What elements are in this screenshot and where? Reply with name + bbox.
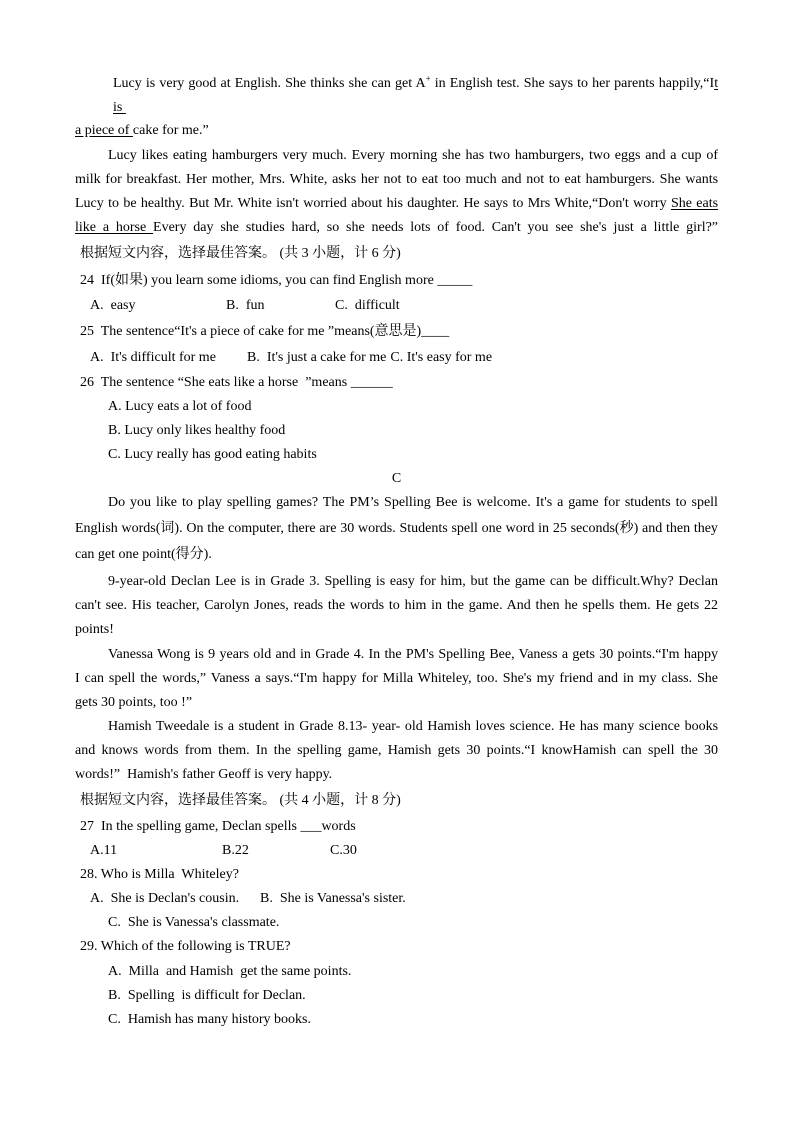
underlined-text: a piece of [75,123,133,138]
question-26-option-a: A. Lucy eats a lot of food [108,399,252,414]
superscript-plus: + [425,73,431,84]
section-instruction: 根据短文内容，选择最佳答案。 (共 4 小题，计 8 分) [80,793,401,808]
passage-c-p4-line-1: Hamish Tweedale is a student in Grade 8.13- year- old Hamish loves science. He has many science books [108,719,719,734]
passage-b-p1-line-3 [75,122,209,140]
question-29-option-c: C. Hamish has many history books. [108,1012,311,1027]
question-26-option-c: C. Lucy really has good eating habits [108,447,317,462]
question-26-option-b: B. Lucy only likes healthy food [108,423,286,438]
passage-b-p1-line-2 [113,99,126,117]
text-run: Lucy to be healthy. But Mr. White isn't worried about his daughter. He says to Mrs White,“Don't worry [75,196,671,211]
passage-c-p4-line-2: and knows words from them. In the spelling game, Hamish gets 30 points.“I knowHamish can spell the 30 [75,743,719,758]
passage-c-p3-line-3: gets 30 points, too !” [75,695,193,710]
passage-b-p2-line-2: milk for breakfast. Her mother, Mrs. White, asks her not to eat too much and not to eat hamburgers. She wants [75,172,719,187]
underlined-text: t [714,76,719,91]
question-25-options-b-c [247,349,492,367]
question-24-stem: 24 If(如果) you learn some idioms, you can find English more _____ [80,273,473,288]
text-run: in English test. She says to her parents happily,“I [430,76,715,91]
question-27-option-c: C.30 [330,843,357,858]
passage-c-p1-line-3: can get one point(得分). [75,547,212,562]
question-28-option-b: B. She is Vanessa's sister. [260,891,406,906]
underlined-text: like a horse [75,220,154,235]
question-29-option-a: A. Milla and Hamish get the same points. [108,964,352,979]
question-24-option-c: C. difficult [335,298,400,313]
question-26-stem: 26 The sentence “She eats like a horse ”means ______ [80,375,393,390]
passage-b-p2-line-3 [75,195,718,213]
question-25-stem: 25 The sentence“It's a piece of cake for me ”means(意思是)____ [80,324,450,339]
question-28-option-c: C. She is Vanessa's classmate. [108,915,280,930]
section-instruction: 根据短文内容，选择最佳答案。 (共 3 小题，计 6 分) [80,246,401,261]
question-29-stem: 29. Which of the following is TRUE? [80,939,291,954]
question-27-option-b: B.22 [222,843,249,858]
underlined-text: is [113,100,126,115]
passage-c-p2-line-3: points! [75,622,114,637]
text-run: Every day she studies hard, so she needs lots of food. Can't you see she's just a little girl?” [153,220,719,235]
question-27-option-a: A.11 [90,843,118,858]
text-run: cake for me.” [132,123,209,138]
question-25-option-c: C. It's easy for me [390,350,493,365]
question-27-stem: 27 In the spelling game, Declan spells ___words [80,819,356,834]
passage-c-p4-line-3: words!” Hamish's father Geoff is very happy. [75,767,333,782]
passage-c-p1-line-2: English words(词). On the computer, there are 30 words. Students spell one word in 25 seconds(秒) and then they [75,521,718,536]
passage-b-p2-line-1: Lucy likes eating hamburgers very much. Every morning she has two hamburgers, two eggs and a cup of [108,148,718,163]
question-25-option-a: A. It's difficult for me [90,350,216,365]
question-24-option-a: A. easy [90,298,136,313]
passage-c-heading: C [391,471,402,486]
underlined-text: She eats [670,196,719,211]
passage-c-p2-line-2: can't see. His teacher, Carolyn Jones, reads the words to him in the game. And then he spells them. He gets 22 [75,598,718,613]
passage-b-p2-line-4 [75,219,718,237]
question-28-option-a: A. She is Declan's cousin. [90,891,240,906]
passage-c-p2-line-1: 9-year-old Declan Lee is in Grade 3. Spelling is easy for him, but the game can be difficult.Why? Declan [108,574,719,589]
question-25-option-b: B. It's just a cake for me [247,350,387,365]
question-24-option-b: B. fun [226,298,265,313]
passage-c-p3-line-2: I can spell the words,” Vaness a says.“I'm happy for Milla Whiteley, too. She's my friend and in my class. She [75,671,719,686]
question-28-stem: 28. Who is Milla Whiteley? [80,867,239,882]
passage-c-p3-line-1: Vanessa Wong is 9 years old and in Grade 4. In the PM's Spelling Bee, Vaness a gets 30 points.“I'm happy [108,647,719,662]
passage-c-p1-line-1: Do you like to play spelling games? The PM’s Spelling Bee is welcome. It's a game for students to spell [108,495,718,510]
passage-b-p1-line-1 [113,75,718,93]
question-29-option-b: B. Spelling is difficult for Declan. [108,988,306,1003]
text-run: Lucy is very good at English. She thinks she can get A [113,76,426,91]
